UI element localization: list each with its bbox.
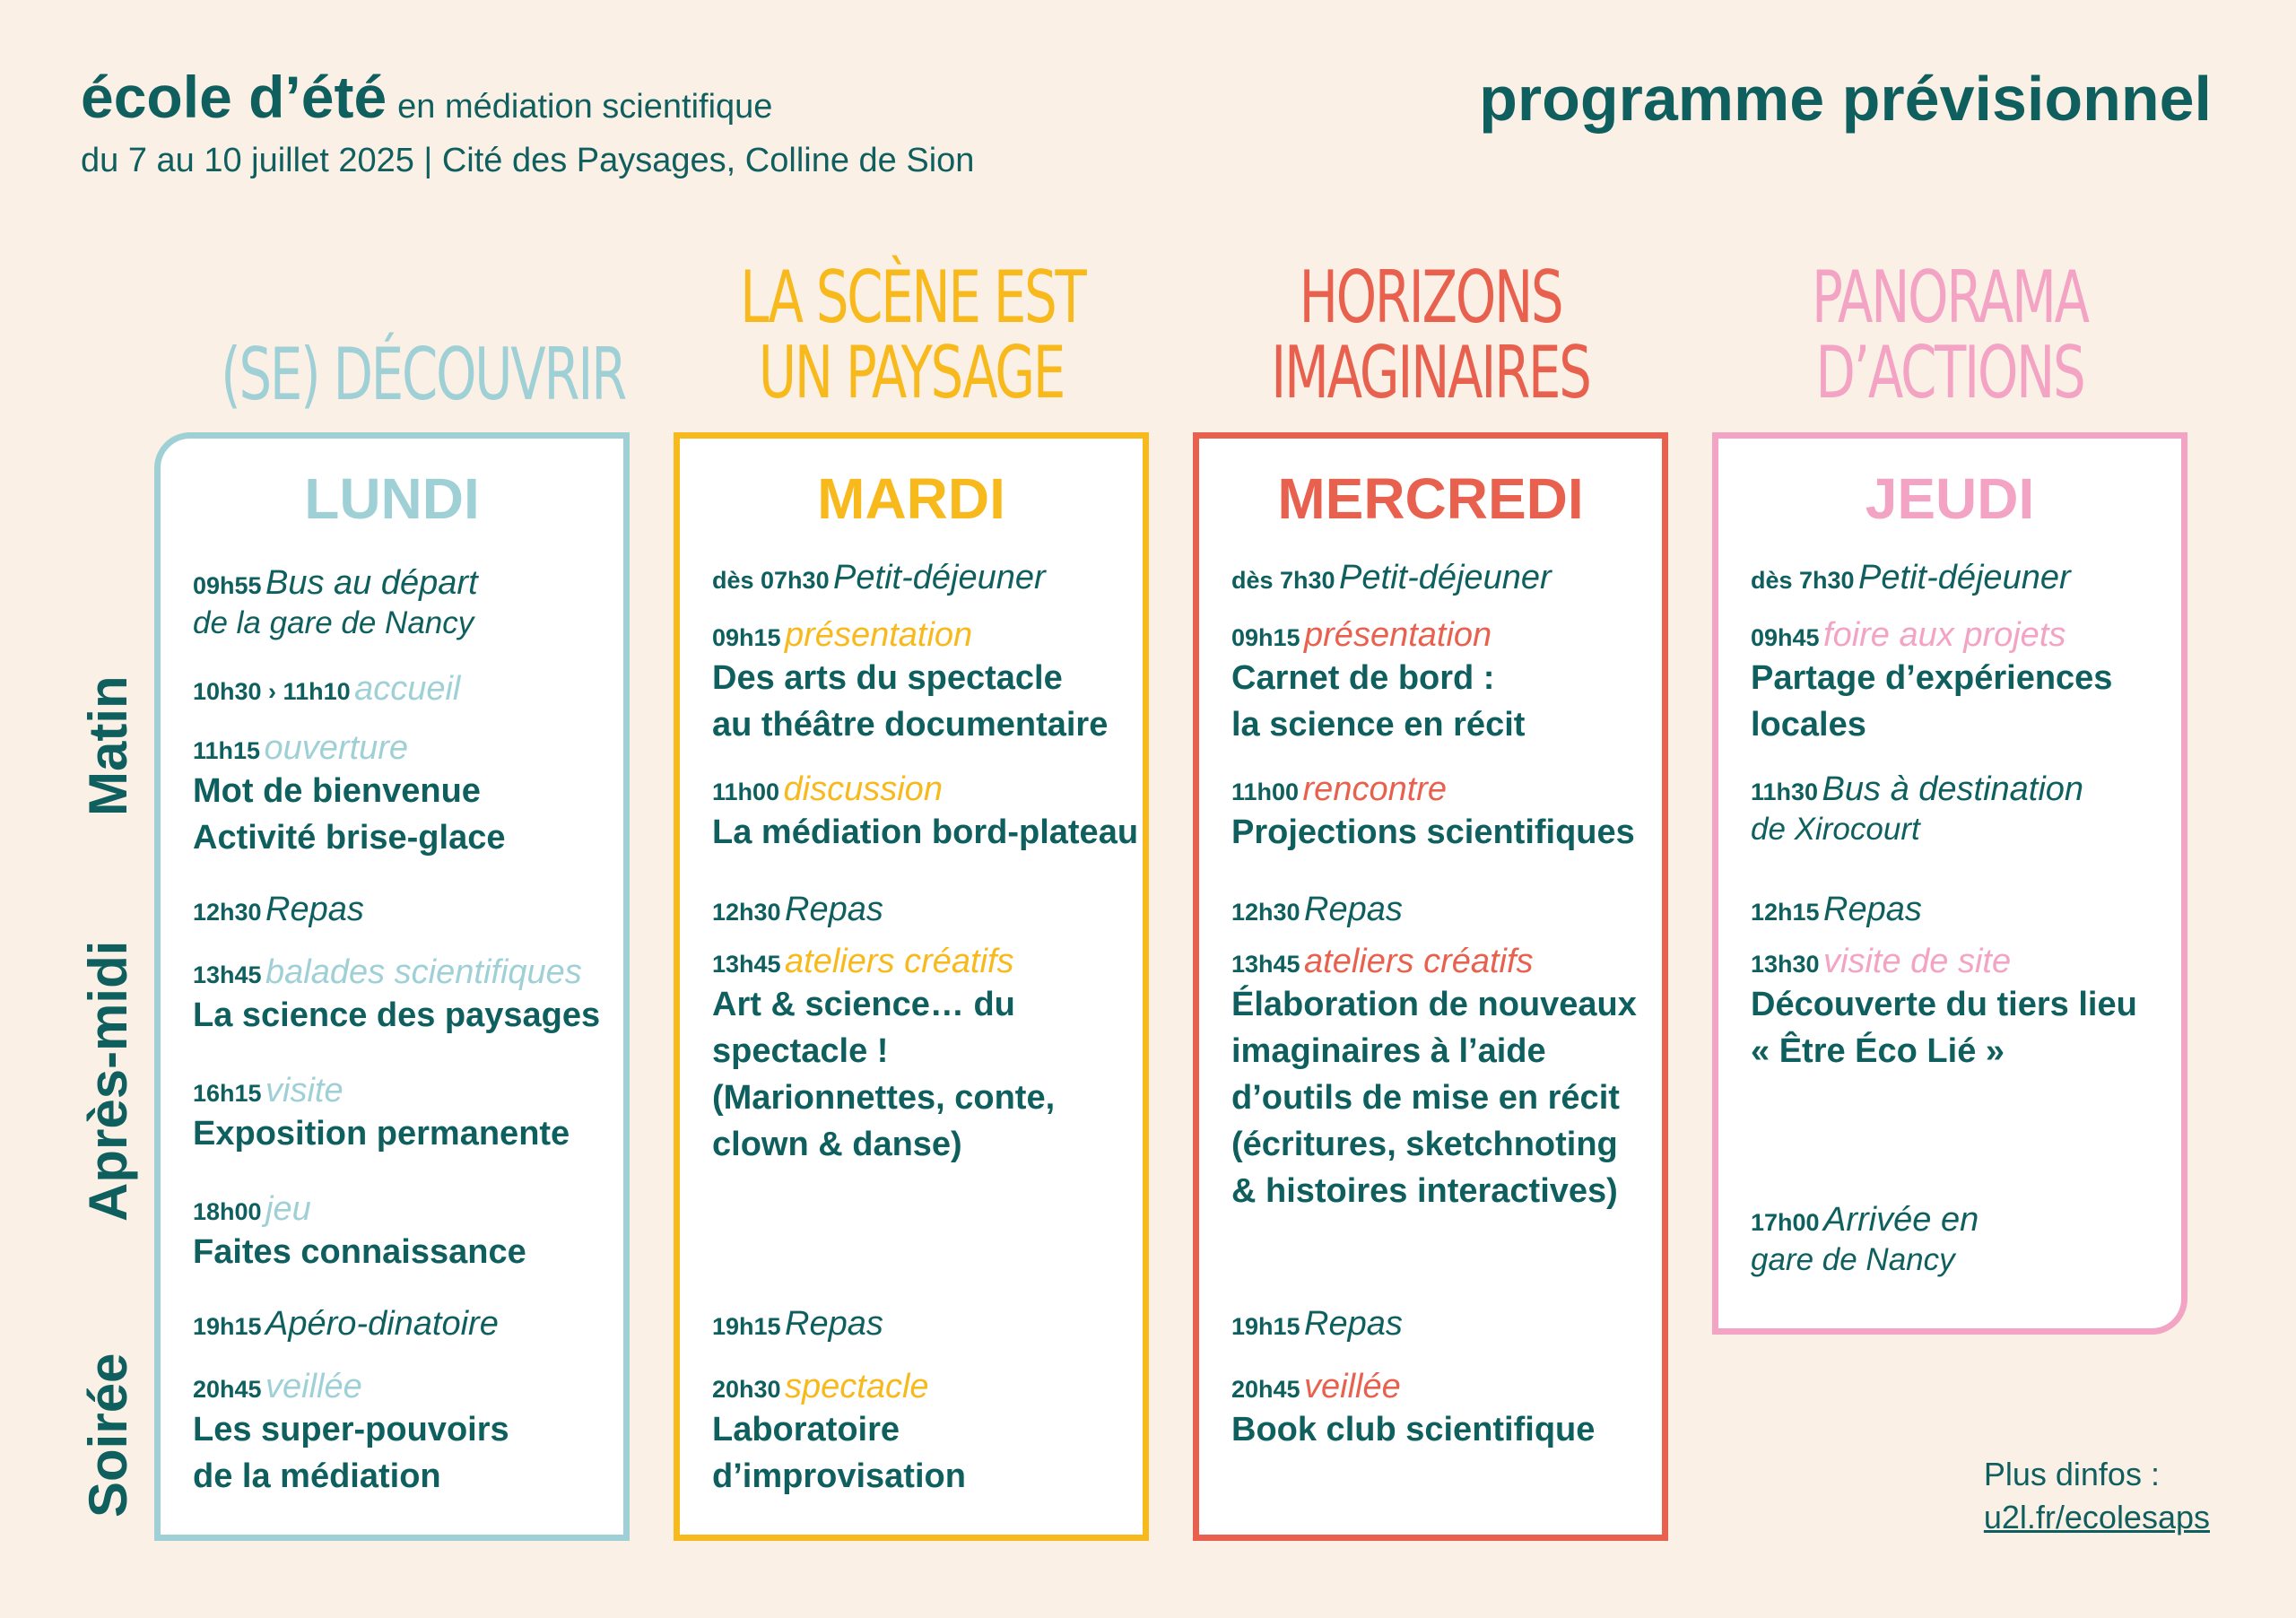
event-category: visite de site (1823, 943, 2012, 980)
event-time: 11h00 (1231, 779, 1300, 805)
event-time: dès 07h30 (712, 567, 830, 594)
period-apres-midi: Après-midi (78, 940, 138, 1222)
event-title: Découverte du tiers lieu (1751, 986, 2137, 1023)
event-title: de la médiation (193, 1457, 441, 1495)
programme-heading: programme prévisionnel (1479, 64, 2212, 134)
event-item (1751, 1201, 1979, 1281)
event-time: 12h30 (193, 899, 262, 926)
event-title: Book club scientifique (1231, 1411, 1596, 1448)
event-title: Des arts du spectacle (712, 659, 1063, 697)
event-item (1751, 770, 2083, 850)
event-title: au théâtre documentaire (712, 706, 1109, 744)
event-item (712, 1368, 966, 1500)
event-time: 11h15 (193, 737, 261, 764)
event-time: 13h30 (1751, 951, 1820, 978)
event-item (193, 1305, 499, 1344)
more-info-label: Plus dinfos : (1983, 1456, 2160, 1492)
event-item (1231, 770, 1635, 856)
event-label: Repas (1823, 891, 1922, 928)
event-time: 17h00 (1751, 1209, 1820, 1236)
event-title: Projections scientifiques (1231, 813, 1635, 851)
event-title: & histoires interactives) (1231, 1172, 1618, 1210)
theme-jeudi-line: D’ACTIONS (1815, 331, 2084, 414)
event-category: veillée (1304, 1368, 1401, 1405)
event-item (1751, 616, 2112, 748)
event-label: Bus à destination (1822, 770, 2084, 808)
event-time: 20h45 (193, 1376, 262, 1403)
more-info-link[interactable]: u2l.fr/ecolesaps (1983, 1499, 2210, 1535)
event-title: spectacle ! (712, 1032, 889, 1070)
event-label: Bus au départ (265, 564, 478, 602)
event-time: 09h15 (1231, 624, 1300, 651)
event-time: 19h15 (193, 1313, 262, 1340)
event-time: 18h00 (193, 1198, 262, 1225)
event-title: Exposition permanente (193, 1115, 570, 1153)
event-category: rencontre (1302, 770, 1448, 808)
event-category: jeu (265, 1190, 311, 1228)
event-title: Élaboration de nouveaux (1231, 986, 1637, 1023)
event-category: veillée (265, 1368, 362, 1405)
event-detail: gare de Nancy (1751, 1242, 1955, 1277)
event-subtitle: du 7 au 10 juillet 2025 | Cité des Paysages, Colline de Sion (81, 142, 975, 179)
theme-jeudi (1779, 256, 2121, 414)
theme-mercredi (1259, 256, 1602, 414)
event-category: foire aux projets (1823, 616, 2066, 654)
event-item (193, 729, 505, 861)
period-matin: Matin (78, 675, 138, 816)
event-label: Arrivée en (1823, 1201, 1979, 1239)
day-title: MERCREDI (1277, 466, 1584, 531)
event-category: ateliers créatifs (1304, 943, 1534, 980)
event-time: 16h15 (193, 1080, 262, 1107)
event-title: Laboratoire (712, 1411, 900, 1448)
card-jeudi (1712, 432, 2187, 1335)
theme-lundi (221, 333, 626, 416)
event-title: Art & science… du (712, 986, 1015, 1023)
period-soiree: Soirée (78, 1353, 138, 1518)
event-time: 19h15 (1231, 1313, 1300, 1340)
title-main: école d’été (81, 64, 387, 130)
event-item (193, 1190, 526, 1275)
event-item (712, 943, 1055, 1168)
event-item (193, 670, 460, 709)
event-time: 09h55 (193, 572, 262, 599)
event-item (1231, 616, 1525, 748)
more-info (1984, 1453, 2210, 1539)
event-time: 13h45 (193, 961, 262, 988)
event-time: 10h30 › 11h10 (193, 678, 351, 705)
event-item (193, 891, 364, 929)
card-mardi (674, 432, 1149, 1541)
event-time: 12h30 (1231, 899, 1300, 926)
theme-lundi-line: (SE) DÉCOUVRIR (221, 333, 626, 416)
event-title: d’outils de mise en récit (1231, 1079, 1620, 1117)
event-label: Petit-déjeuner (833, 559, 1046, 596)
event-title: Activité brise-glace (193, 819, 506, 857)
day-title: LUNDI (304, 466, 480, 531)
event-time: 12h15 (1751, 899, 1820, 926)
event-item (1231, 559, 1552, 597)
event-time: 20h45 (1231, 1376, 1300, 1403)
event-time: 11h00 (712, 779, 780, 805)
event-label: Petit-déjeuner (1339, 559, 1552, 596)
event-detail: de Xirocourt (1751, 812, 1920, 847)
event-category: discussion (783, 770, 943, 808)
theme-mardi-line: LA SCÈNE EST (740, 256, 1085, 339)
event-title: La science des paysages (193, 996, 601, 1034)
event-item (712, 891, 883, 929)
title-sub: en médiation scientifique (397, 88, 773, 126)
event-title: imaginaires à l’aide (1231, 1032, 1546, 1070)
event-item (712, 616, 1108, 748)
card-lundi (154, 432, 630, 1541)
event-item (712, 1305, 883, 1344)
event-title: Carnet de bord : (1231, 659, 1495, 697)
theme-mercredi-line: HORIZONS (1299, 256, 1562, 339)
event-item (193, 953, 600, 1039)
event-time: 13h45 (1231, 951, 1300, 978)
event-title: la science en récit (1231, 706, 1526, 744)
event-title: (Marionnettes, conte, (712, 1079, 1056, 1117)
event-item (1231, 943, 1637, 1214)
event-item (193, 1368, 509, 1500)
event-title: Faites connaissance (193, 1233, 526, 1271)
card-mercredi (1193, 432, 1668, 1541)
event-label: Repas (1304, 1305, 1403, 1343)
event-label: Repas (785, 1305, 883, 1343)
event-title: locales (1751, 706, 1866, 744)
day-title: MARDI (817, 466, 1005, 531)
event-item (712, 559, 1046, 597)
event-item (1751, 559, 2071, 597)
event-title: Mot de bienvenue (193, 772, 481, 810)
event-item (1231, 1305, 1403, 1344)
event-item (193, 1072, 570, 1157)
event-item (712, 770, 1138, 856)
event-label: Repas (265, 891, 364, 928)
event-category: spectacle (785, 1368, 929, 1405)
event-time: dès 7h30 (1751, 567, 1855, 594)
theme-mardi-line: UN PAYSAGE (758, 331, 1065, 414)
event-time: 13h45 (712, 951, 781, 978)
event-item (1231, 891, 1403, 929)
event-category: ateliers créatifs (785, 943, 1014, 980)
event-time: dès 7h30 (1231, 567, 1335, 594)
event-time: 09h15 (712, 624, 781, 651)
event-title: (écritures, sketchnoting (1231, 1126, 1618, 1163)
event-time: 12h30 (712, 899, 781, 926)
event-title: d’improvisation (712, 1457, 966, 1495)
event-title: clown & danse) (712, 1126, 962, 1163)
event-category: accueil (354, 670, 461, 708)
event-detail: de la gare de Nancy (193, 605, 474, 640)
theme-jeudi-line: PANORAMA (1812, 256, 2088, 339)
event-time: 20h30 (712, 1376, 781, 1403)
event-category: balades scientifiques (265, 953, 582, 991)
theme-mardi (740, 256, 1085, 414)
event-title: La médiation bord-plateau (712, 813, 1139, 851)
event-label: Petit-déjeuner (1858, 559, 2071, 596)
event-label: Repas (785, 891, 883, 928)
event-item (193, 564, 478, 644)
event-item (1751, 891, 1922, 929)
theme-mercredi-line: IMAGINAIRES (1271, 331, 1590, 414)
event-category: visite (265, 1072, 344, 1109)
day-title: JEUDI (1865, 466, 2035, 531)
event-title: « Être Éco Lié » (1751, 1032, 2005, 1070)
event-label: Repas (1304, 891, 1403, 928)
event-time: 09h45 (1751, 624, 1820, 651)
event-label: Apéro-dinatoire (265, 1305, 499, 1343)
event-category: présentation (1304, 616, 1492, 654)
event-time: 11h30 (1751, 779, 1819, 805)
event-title: Partage d’expériences (1751, 659, 2113, 697)
event-title: Les super-pouvoirs (193, 1411, 509, 1448)
event-item (1751, 943, 2137, 1074)
event-time: 19h15 (712, 1313, 781, 1340)
event-item (1231, 1368, 1595, 1453)
event-category: ouverture (264, 729, 409, 767)
event-category: présentation (785, 616, 973, 654)
event-title (81, 63, 772, 131)
